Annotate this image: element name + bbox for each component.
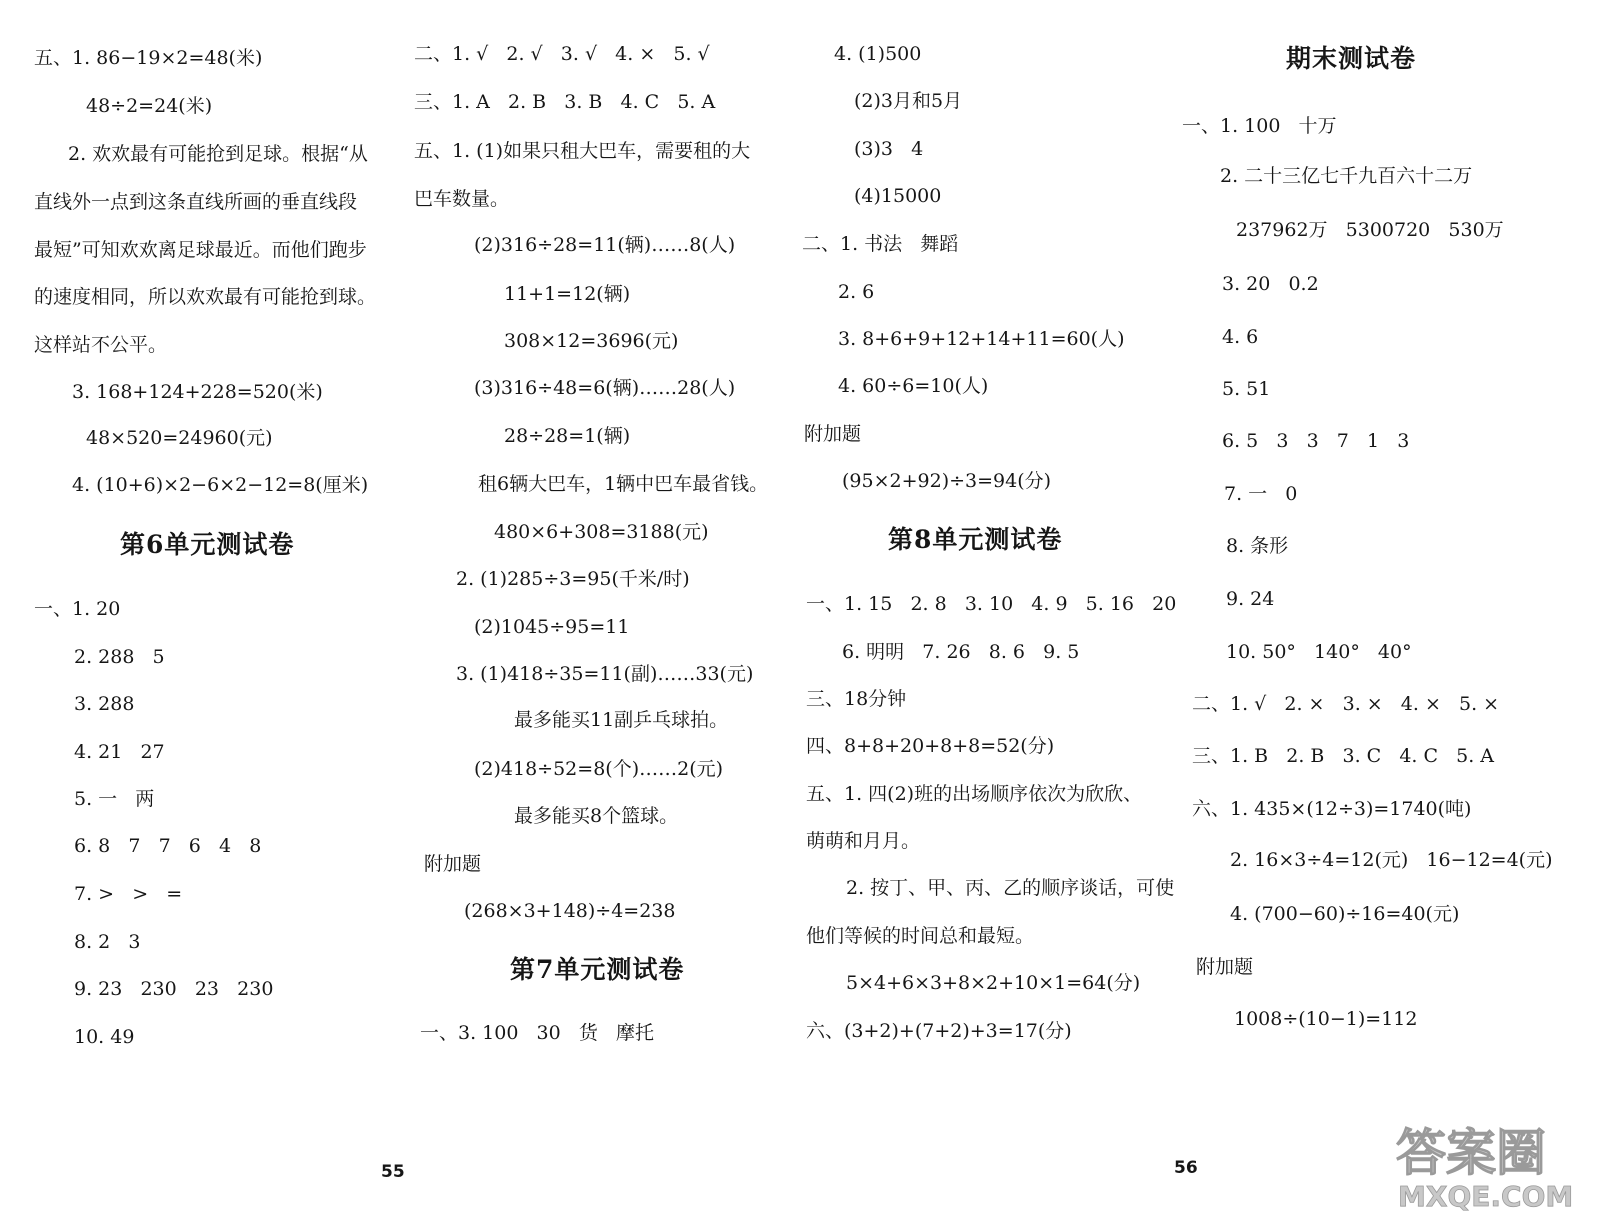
page-number: 56 <box>1174 1158 1198 1178</box>
answer-line: 237962万 5300720 530万 <box>1236 219 1504 241</box>
answer-line: 7. 一 0 <box>1224 483 1298 505</box>
answer-line: 四、8+8+20+8+8=52(分) <box>806 735 1055 757</box>
answer-line: 萌萌和月月。 <box>806 830 921 852</box>
watermark-cn-text: 答案圈 <box>1396 1124 1546 1182</box>
section-heading: 第8单元测试卷 <box>888 525 1063 554</box>
answer-line: 一、1. 100 十万 <box>1182 115 1337 137</box>
answer-line: (3)3 4 <box>854 138 924 160</box>
answer-line: 1008÷(10−1)=112 <box>1234 1008 1418 1030</box>
answer-line: 10. 50° 140° 40° <box>1226 641 1412 663</box>
answer-line: 直线外一点到这条直线所画的垂直线段 <box>34 191 358 213</box>
answer-line: 4. 6 <box>1222 326 1259 348</box>
answer-line: 4. 21 27 <box>74 741 165 763</box>
section-heading: 期末测试卷 <box>1286 44 1417 73</box>
answer-line: 4. (10+6)×2−6×2−12=8(厘米) <box>72 474 369 496</box>
answer-line: (2)3月和5月 <box>854 90 963 112</box>
answer-line: 2. 欢欢最有可能抢到足球。根据“从 <box>68 143 368 165</box>
answer-line: 6. 5 3 3 7 1 3 <box>1222 430 1410 452</box>
section-heading: 第7单元测试卷 <box>510 955 685 984</box>
answer-line: (95×2+92)÷3=94(分) <box>842 470 1052 492</box>
answer-line: 308×12=3696(元) <box>504 330 679 352</box>
answer-line: 一、1. 15 2. 8 3. 10 4. 9 5. 16 20 <box>806 593 1177 615</box>
answer-line: 2. 6 <box>838 281 875 303</box>
answer-line: 7. > > = <box>74 883 183 905</box>
answer-line: 这样站不公平。 <box>34 334 168 356</box>
answer-line: (268×3+148)÷4=238 <box>464 900 676 922</box>
watermark-en-text: MXQE.COM <box>1398 1180 1574 1213</box>
answer-column-2 <box>381 0 800 1222</box>
answer-line: 附加题 <box>424 853 482 875</box>
answer-line: 附加题 <box>1196 956 1254 978</box>
answer-line: 6. 8 7 7 6 4 8 <box>74 835 262 857</box>
watermark-graphic <box>1390 1114 1586 1214</box>
answer-line: (3)316÷48=6(辆)……28(人) <box>474 377 736 399</box>
answer-line: 二、1. √ 2. √ 3. √ 4. × 5. √ <box>414 43 710 65</box>
answer-line: 三、1. A 2. B 3. B 4. C 5. A <box>414 91 716 113</box>
answer-line: 5. 一 两 <box>74 788 155 810</box>
answer-line: 最多能买8个篮球。 <box>514 805 679 827</box>
section-heading: 第6单元测试卷 <box>120 530 295 559</box>
answer-line: 的速度相同，所以欢欢最有可能抢到球。 <box>34 286 377 308</box>
answer-line: (2)1045÷95=11 <box>474 616 630 638</box>
answer-line: 480×6+308=3188(元) <box>494 521 709 543</box>
answer-line: 4. (700−60)÷16=40(元) <box>1230 903 1460 925</box>
answer-line: (2)418÷52=8(个)……2(元) <box>474 758 724 780</box>
answer-line: 他们等候的时间总和最短。 <box>806 925 1035 947</box>
answer-line: 3. (1)418÷35=11(副)……33(元) <box>456 663 754 685</box>
answer-line: 48×520=24960(元) <box>86 427 273 449</box>
answer-line: 五、1. (1)如果只租大巴车，需要租的大 <box>414 140 751 162</box>
answer-line: 8. 条形 <box>1226 535 1289 557</box>
answer-line: 4. (1)500 <box>834 43 922 65</box>
answer-line: 二、1. √ 2. × 3. × 4. × 5. × <box>1192 693 1500 715</box>
answer-line: 3. 20 0.2 <box>1222 273 1319 295</box>
answer-line: 8. 2 3 <box>74 931 141 953</box>
answer-line: 48÷2=24(米) <box>86 95 213 117</box>
answer-line: 最多能买11副乒乓球拍。 <box>514 709 729 731</box>
answer-line: 3. 8+6+9+12+14+11=60(人) <box>838 328 1125 350</box>
answer-line: 5×4+6×3+8×2+10×1=64(分) <box>846 972 1141 994</box>
answer-line: (4)15000 <box>854 185 942 207</box>
answer-line: 六、(3+2)+(7+2)+3=17(分) <box>806 1020 1072 1042</box>
answer-line: (2)316÷28=11(辆)……8(人) <box>474 234 736 256</box>
answer-line: 最短”可知欢欢离足球最近。而他们跑步 <box>34 239 367 261</box>
answer-line: 9. 24 <box>1226 588 1275 610</box>
answer-line: 2. 16×3÷4=12(元) 16−12=4(元) <box>1230 849 1553 871</box>
answer-line: 五、1. 四(2)班的出场顺序依次为欣欣、 <box>806 783 1143 805</box>
answer-line: 3. 288 <box>74 693 135 715</box>
answer-column-3 <box>800 0 1200 1222</box>
watermark-logo <box>1390 1114 1586 1214</box>
answer-line: 一、1. 20 <box>34 598 121 620</box>
answer-line: 巴车数量。 <box>414 188 510 210</box>
answer-line: 2. 288 5 <box>74 646 165 668</box>
answer-column-1 <box>0 0 400 1222</box>
answer-line: 10. 49 <box>74 1026 135 1048</box>
page-number: 55 <box>381 1162 405 1182</box>
answer-line: 三、1. B 2. B 3. C 4. C 5. A <box>1192 745 1495 767</box>
answer-line: 五、1. 86−19×2=48(米) <box>34 47 263 69</box>
answer-line: 4. 60÷6=10(人) <box>838 375 989 397</box>
answer-line: 附加题 <box>804 423 862 445</box>
answer-column-4 <box>1174 0 1600 1222</box>
answer-line: 2. 二十三亿七千九百六十二万 <box>1220 165 1473 187</box>
answer-line: 一、3. 100 30 货 摩托 <box>420 1022 654 1044</box>
answer-line: 5. 51 <box>1222 378 1271 400</box>
answer-line: 三、18分钟 <box>806 688 907 710</box>
answer-line: 租6辆大巴车，1辆中巴车最省钱。 <box>478 473 769 495</box>
answer-line: 11+1=12(辆) <box>504 283 631 305</box>
answer-line: 六、1. 435×(12÷3)=1740(吨) <box>1192 798 1472 820</box>
answer-line: 6. 明明 7. 26 8. 6 9. 5 <box>842 641 1080 663</box>
answer-line: 28÷28=1(辆) <box>504 425 631 447</box>
answer-line: 2. 按丁、甲、丙、乙的顺序谈话，可使 <box>846 877 1175 899</box>
answer-line: 3. 168+124+228=520(米) <box>72 381 323 403</box>
answer-line: 9. 23 230 23 230 <box>74 978 274 1000</box>
answer-line: 二、1. 书法 舞蹈 <box>802 233 959 255</box>
answer-line: 2. (1)285÷3=95(千米/时) <box>456 568 690 590</box>
